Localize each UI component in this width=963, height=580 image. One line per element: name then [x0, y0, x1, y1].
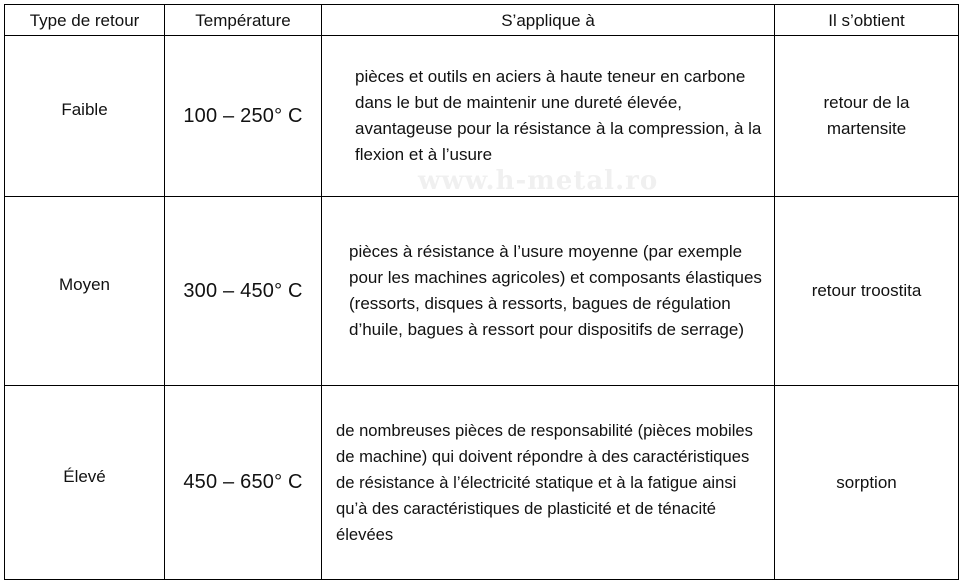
header-row — [5, 5, 959, 36]
cell-type: Élevé — [5, 386, 165, 580]
header-temperature: Température — [165, 5, 322, 36]
cell-type: Faible — [5, 36, 165, 197]
cell-temperature: 100 – 250° C — [165, 36, 322, 197]
table-body — [5, 36, 959, 580]
cell-result: sorption — [775, 386, 959, 580]
watermark: www.h-metal.ro — [418, 166, 659, 196]
cell-application: de nombreuses pièces de responsabilité (pièces mobiles de machine) qui doivent répondre à des caractéristiques de résistance à l’électricité statique et à la fatigue ainsi qu’à des caractéristiques de plasticité et de ténacité élevées — [322, 386, 775, 580]
cell-result: retour troostita — [775, 197, 959, 386]
table-header — [5, 5, 959, 36]
cell-type: Moyen — [5, 197, 165, 386]
table-row — [5, 386, 959, 580]
table-row — [5, 197, 959, 386]
cell-application: pièces et outils en aciers à haute teneur en carbone dans le but de maintenir une dureté élevée, avantageuse pour la résistance à la compression, à la flexion et à l’usure — [322, 36, 775, 197]
header-type: Type de retour — [5, 5, 165, 36]
header-application: S’applique à — [322, 5, 775, 36]
tempering-table — [4, 4, 959, 580]
cell-application: pièces à résistance à l’usure moyenne (par exemple pour les machines agricoles) et composants élastiques (ressorts, disques à ressorts, bagues de régulation d’huile, bagues à ressort pour dispositifs de serrage) — [322, 197, 775, 386]
cell-temperature: 300 – 450° C — [165, 197, 322, 386]
cell-temperature: 450 – 650° C — [165, 386, 322, 580]
cell-result: retour de la martensite — [775, 36, 959, 197]
header-result: Il s’obtient — [775, 5, 959, 36]
table-row — [5, 36, 959, 197]
